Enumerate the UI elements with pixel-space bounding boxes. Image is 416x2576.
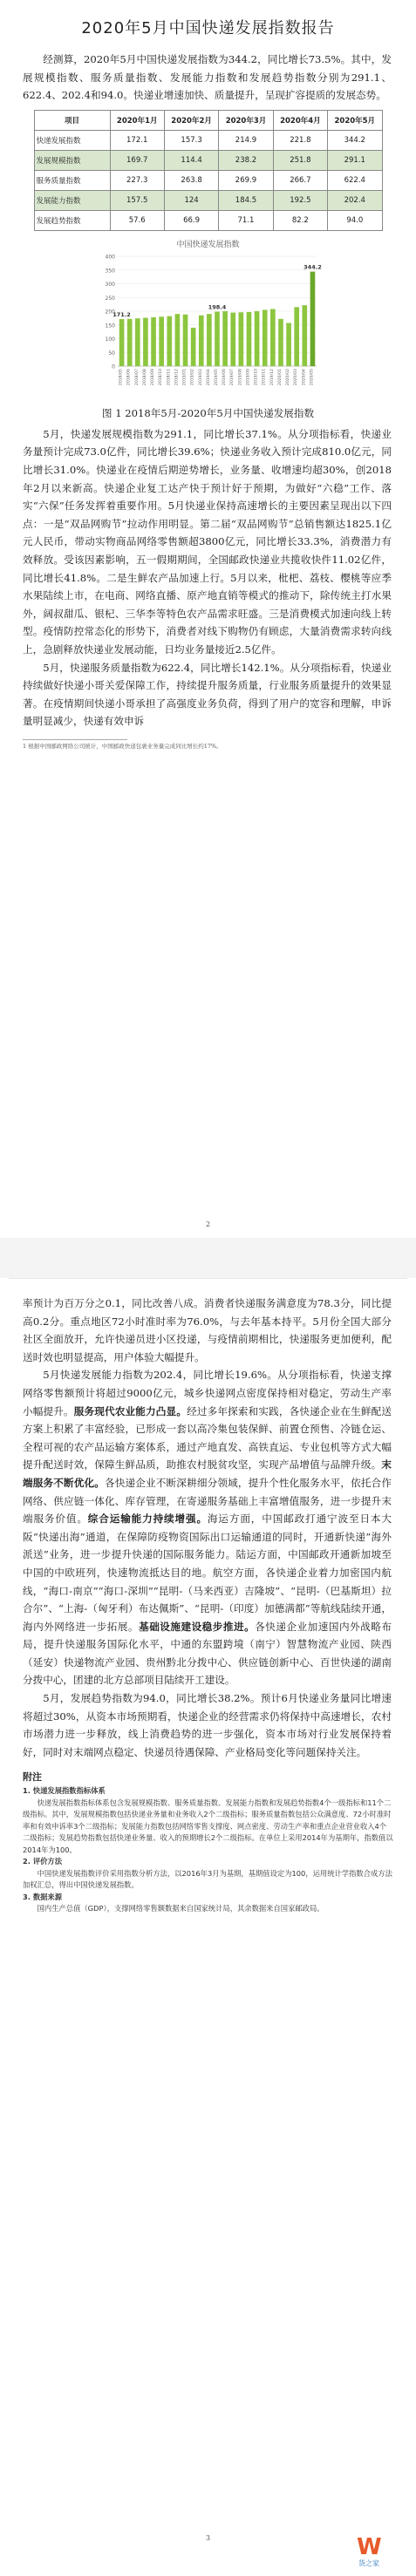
table-cell: 184.5 (219, 190, 273, 210)
table-cell: 238.2 (219, 150, 273, 170)
chart-title: 中国快递发展指数 (176, 240, 240, 249)
chart-bar (159, 316, 164, 366)
chart-bar (294, 307, 299, 366)
chart-bar (143, 317, 148, 365)
x-tick-label: 2019/09 (245, 368, 250, 385)
table-cell: 66.9 (164, 210, 218, 230)
chart-bar (119, 319, 124, 366)
table-cell: 发展能力指数 (34, 190, 110, 210)
page-number: 3 (205, 2534, 211, 2542)
x-tick-label: 2018/06 (126, 368, 132, 385)
x-tick-label: 2019/07 (229, 368, 235, 385)
table-row (34, 190, 382, 210)
table-row (34, 150, 382, 170)
x-tick-label: 2020/03 (293, 368, 298, 385)
x-tick-label: 2019/01 (182, 368, 188, 385)
x-tick-label: 2019/05 (214, 368, 219, 385)
table-cell: 71.1 (219, 210, 273, 230)
table-cell: 202.4 (328, 190, 382, 210)
chart-bar (174, 314, 180, 366)
y-tick-label: 50 (107, 350, 115, 357)
y-tick-label: 250 (105, 295, 115, 302)
footnote: 1 根据中国邮政网络公司统计，中国邮政快递包裹业务量完成同比增长约17%。 (23, 742, 222, 750)
x-tick-label: 2019/12 (269, 368, 275, 385)
table-cell: 291.1 (328, 150, 382, 170)
emphasis-phrase: 综合运输能力持续增强。 (87, 1512, 208, 1526)
x-tick-label: 2018/07 (134, 368, 140, 385)
chart-bar (126, 319, 132, 366)
page-gap (0, 1238, 416, 1278)
chart-bar (198, 316, 203, 366)
table-header-cell: 2020年2月 (164, 110, 218, 130)
x-tick-label: 2018/11 (166, 368, 171, 385)
x-tick-label: 2019/04 (206, 368, 211, 385)
figure-caption: 图 1 2018年5月-2020年5月中国快递发展指数 (101, 406, 315, 419)
appendix-subtitle: 2. 评价方法 (23, 1857, 63, 1866)
y-tick-label: 100 (105, 336, 115, 343)
appendix-text: 中国快递发展指数评价采用指数分析方法，以2016年3月为基期，基期值设定为100，运用统计学指数合成方法加权汇总，得出中国快递发展指数。 (23, 1868, 392, 1890)
page-number: 2 (205, 1220, 211, 1228)
table-header-cell: 2020年3月 (219, 110, 273, 130)
table-cell: 快递发展指数 (34, 130, 110, 150)
chart-bar (238, 312, 243, 366)
table-cell: 263.8 (164, 170, 218, 190)
y-tick-label: 150 (105, 323, 115, 330)
y-tick-label: 350 (105, 268, 115, 275)
chart-bar (134, 318, 140, 366)
chart-bar (190, 328, 195, 366)
x-tick-label: 2019/08 (237, 368, 242, 385)
chart-bar (222, 311, 228, 366)
chart-bar (278, 319, 283, 366)
table-cell: 157.3 (164, 130, 218, 150)
table-cell: 192.5 (273, 190, 327, 210)
appendix-subtitle: 3. 数据来源 (23, 1892, 63, 1901)
x-tick-label: 2019/11 (262, 368, 267, 385)
watermark-letter: W (357, 2534, 382, 2560)
capability-paragraph: 5月快递发展能力指数为202.4，同比增长19.6%。从分项指标看，快递支撑网络零售额预计将超过9000亿元，城乡快递网点密度保持相对稳定，劳动生产率小幅提升。服务现代农业能力凸显。经过多年探索和实践，各快递企业在生鲜配送方案上积累了丰富经验，已形成一套以高冷集包装保鲜、前置仓预售、冷链仓运、全程可视的农产品运输方案体系，通过产地直发、高铁直运、专业包机等方式大幅提升配送时效，保障生鲜品质，助推农村脱贫攻坚，实现产品增值与品牌升级。末端服务不断优化。各快递企业不断深耕细分领域，提升个性化服务水平，依托合作网络、供应链一体化、库存管理，在寄递服务基础上丰富增值服务，进一步提升末端服务价值。综合运输能力持续增强。海运方面，中国邮政打通宁波至日本大阪“快递出海”通道，在保障防疫物资国际出口运输通道的同时，开通新快递“海外派送”业务，进一步提升快递的国际服务能力。陆运方面，中国邮政开通新加坡至中国的中欧班列，快速物流抵达目的地。航空方面，各快递企业着力加密国内航线，“海口-南京”“海口-深圳”“昆明-（马来西亚）吉隆坡”、“昆明-（巴基斯坦）拉合尔”、“上海-（匈牙利）布达佩斯”、“昆明-（印度）加德满都”等航线陆续开通，海内外网络进一步拓展。基础设施建设稳步推进。各快递企业加速国内外战略布局，提升快递服务国际化水平，中通的东盟跨境（南宁）智慧物流产业园、陕西（延安）快递物流产业园、贵州黔北分拨中心、供应链创新中心、百世快递的湖南分拨中心，团建的北方总部项目陆续开工建设。 (23, 1369, 392, 1687)
table-cell: 269.9 (219, 170, 273, 190)
chart-bar (262, 309, 267, 366)
table-header-row (34, 110, 382, 130)
intro-paragraph: 经测算，2020年5月中国快递发展指数为344.2，同比增长73.5%。其中，发展规模指数、服务质量指数、发展能力指数和发展趋势指数分别为291.1、622.4、202.4和94.0。快递业增速加快、质量提升，呈现扩容提质的发展态势。 (23, 53, 392, 102)
data-label: 171.2 (112, 310, 131, 318)
footnote-divider (23, 739, 127, 740)
x-tick-label: 2018/12 (174, 368, 179, 385)
trend-paragraph: 5月，发展趋势指数为94.0，同比增长38.2%。预计6月快递业务量同比增速将超过30%，从资本市场预期看，快递企业的经营需求仍将保持中高速增长，农村市场潜力进一步释放，线上消费趋势的进一步强化，资本市场对行业发展保持着好，同时对末端网点稳定、快递员待遇保障、产业格局变化等问题保持关注。 (23, 1692, 392, 1758)
table-cell: 124 (164, 190, 218, 210)
report-title: 2020年5月中国快递发展指数报告 (81, 19, 335, 37)
watermark-logo (355, 2534, 400, 2569)
x-tick-label: 2019/03 (198, 368, 203, 385)
appendix (23, 1785, 393, 1915)
table-header-cell: 项目 (34, 110, 110, 130)
y-tick-label: 400 (105, 254, 115, 261)
table-cell: 57.6 (110, 210, 164, 230)
table-cell: 227.3 (110, 170, 164, 190)
table-cell: 94.0 (328, 210, 382, 230)
table-cell: 214.9 (219, 130, 273, 150)
chart-bar (167, 316, 172, 365)
chart-bar (151, 317, 156, 366)
data-label: 344.2 (303, 263, 322, 271)
chart-bar (270, 309, 276, 366)
bar-chart-svg (95, 249, 322, 398)
table-header-cell: 2020年5月 (328, 110, 382, 130)
x-tick-label: 2018/10 (158, 368, 163, 385)
table-header-cell: 2020年4月 (273, 110, 327, 130)
chart-bar (302, 305, 307, 366)
x-tick-label: 2020/05 (309, 368, 314, 385)
y-tick-label: 300 (105, 281, 115, 288)
index-chart (95, 238, 322, 401)
table-cell: 82.2 (273, 210, 327, 230)
table-cell: 622.4 (328, 170, 382, 190)
table-cell: 114.4 (164, 150, 218, 170)
table-row (34, 170, 382, 190)
appendix-title: 附注 (23, 1771, 42, 1784)
table-header-cell: 2020年1月 (110, 110, 164, 130)
x-tick-label: 2019/06 (222, 368, 227, 385)
index-table (34, 110, 383, 231)
appendix-text: 快递发展指数指标体系包含发展规模指数、服务质量指数、发展能力指数和发展趋势指数4个一级指标和11个二级指标。其中，发展规模指数包括快递业务量和业务收入2个二级指标；服务质量指数包括公众满意度、72小时准时率和有效申诉率3个二级指标；发展能力指数包括网络零售支撑度、网点密度、劳动生产率和重点企业营业收入4个二级指标；发展趋势指数包括快递业务量、收入的预期增长2个二级指标。在单位上采用2014年为基期年，指数值以2014年为100。 (23, 1798, 393, 1854)
chart-bar (310, 271, 315, 365)
table-cell: 344.2 (328, 130, 382, 150)
chart-bar (254, 311, 259, 366)
emphasis-phrase: 服务现代农业能力凸显。 (73, 1404, 188, 1417)
y-tick-label: 200 (105, 309, 115, 316)
table-cell: 157.5 (110, 190, 164, 210)
watermark-text: 货之家 (358, 2559, 379, 2567)
chart-bar (286, 323, 291, 366)
appendix-subtitle: 1. 快递发展指数指标体系 (23, 1786, 106, 1796)
x-tick-label: 2018/08 (142, 368, 147, 385)
chart-bar (230, 312, 235, 365)
table-row (34, 130, 382, 150)
report-page-2 (9, 1278, 407, 2576)
x-tick-label: 2019/10 (254, 368, 259, 385)
appendix-text: 国内生产总值（GDP），支撑网络零售额数据来自国家统计局，其余数据来自国家邮政局。 (37, 1904, 324, 1913)
table-cell: 172.1 (110, 130, 164, 150)
table-cell: 发展规模指数 (34, 150, 110, 170)
emphasis-phrase: 末端服务不断优化。 (23, 1458, 392, 1489)
data-label: 198.4 (208, 303, 226, 311)
chart-bar (246, 312, 251, 366)
chart-bar (215, 311, 220, 365)
table-cell: 251.8 (273, 150, 327, 170)
table-row (34, 210, 382, 230)
x-tick-label: 2020/02 (285, 368, 290, 385)
emphasis-phrase: 基础设施建设稳步推进。 (139, 1620, 256, 1633)
report-page-1 (9, 0, 407, 1238)
chart-bar (182, 315, 188, 366)
chart-bar (207, 314, 212, 366)
x-tick-label: 2018/05 (119, 368, 124, 385)
complaint-paragraph: 率预计为百万分之0.1，同比改善八成。消费者快递服务满意度为78.3分，同比提高0.2分。重点地区72小时准时率为76.0%，与去年基本持平。5月份全国大部分社区全面放开，允许快递员进小区投递，与疫情前期相比，快递服务更加便利，配送时效也明显提高，用户体验大幅提升。 (23, 1297, 392, 1363)
table-cell: 169.7 (110, 150, 164, 170)
table-cell: 266.7 (273, 170, 327, 190)
y-tick-label: 0 (111, 364, 115, 370)
x-tick-label: 2018/09 (150, 368, 155, 385)
x-tick-label: 2020/01 (277, 368, 283, 385)
quality-paragraph: 5月，快递服务质量指数为622.4，同比增长142.1%。从分项指标看，快递业持续做好快递小哥关爱保障工作，持续提升服务质量，行业服务质量提升的效果显著。在疫情期间快递小哥承担了高强度业务负荷，得到了用户的宽容和理解，申诉量明显减少，快递有效申诉 (23, 661, 392, 728)
x-tick-label: 2020/04 (301, 368, 306, 385)
table-cell: 发展趋势指数 (34, 210, 110, 230)
scale-paragraph: 5月，快递发展规模指数为291.1，同比增长37.1%。从分项指标看，快递业务量预计完成73.0亿件，同比增长39.6%；快递业务收入预计完成810.0亿元，同比增长31.0%。快递业在疫情后期逆势增长，业务量、收增速均超30%，创2018年2月以来新高。快递企业复工达产快于预计好于预期，为做好“六稳”工作、落实“六保”任务发挥着重要作用。5月快递业保持高速增长的主要因素呈现出以下四点：一是“双品网购节”拉动作用明显。第二届“双品网购节”总销售额达1825.1亿元人民币，带动实物商品网络零售额超3800亿元，同比增长33.3%，消费潜力有效释放。受该因素影响，五一假期期间，全国邮政快递业共揽收快件11.02亿件，同比增长41.8%。二是生鲜农产品加速上行。5月以来，枇杷、荔枝、樱桃等应季水果陆续上市，在电商、网络直播、原产地直销等模式的推动下，除传统主打水果外，阔叔甜瓜、银杞、三华李等特色农产品需求旺盛。三是消费模式加速向线上转型。疫情防控常态化的形势下，消费者对线下购物仍有顾虑，大量消费需求转向线上，急剧释放快递业发展动能，日均业务量接近2.5亿件。 (23, 427, 392, 656)
table-cell: 服务质量指数 (34, 170, 110, 190)
table-cell: 221.8 (273, 130, 327, 150)
x-tick-label: 2019/02 (190, 368, 195, 385)
